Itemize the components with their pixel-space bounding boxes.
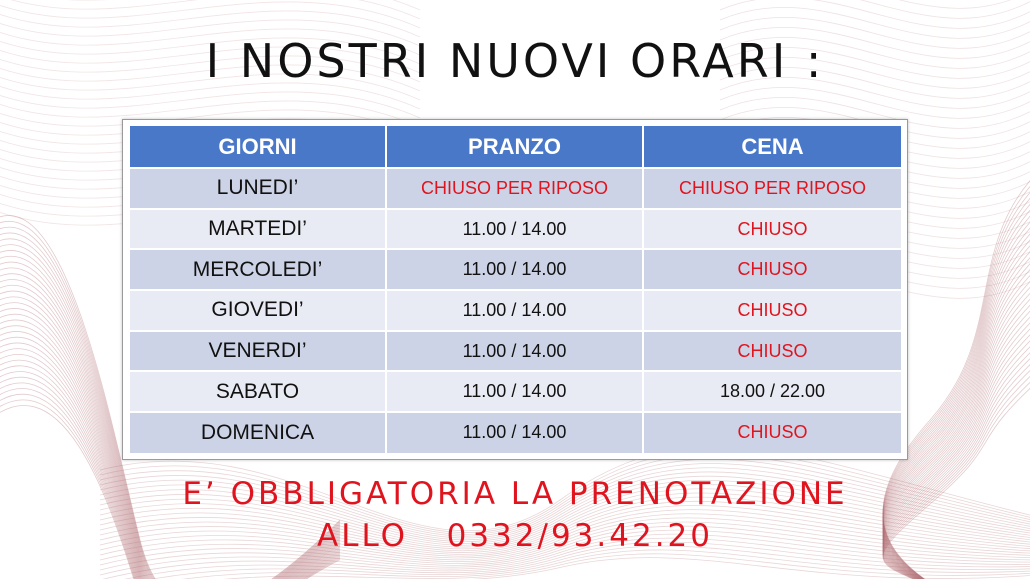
day-cell: MERCOLEDI’ — [130, 249, 386, 290]
pranzo-cell: 11.00 / 14.00 — [386, 290, 643, 331]
table-row — [130, 331, 901, 372]
schedule-table-frame — [122, 119, 908, 460]
table-row — [130, 290, 901, 331]
table-row — [130, 209, 901, 250]
header-giorni: GIORNI — [130, 126, 386, 168]
day-cell: VENERDI’ — [130, 331, 386, 372]
pranzo-cell: 11.00 / 14.00 — [386, 209, 643, 250]
day-cell: LUNEDI’ — [130, 168, 386, 209]
cena-cell: CHIUSO PER RIPOSO — [643, 168, 901, 209]
day-cell: SABATO — [130, 371, 386, 412]
cena-cell: CHIUSO — [643, 412, 901, 453]
table-row — [130, 168, 901, 209]
table-row — [130, 371, 901, 412]
pranzo-cell: 11.00 / 14.00 — [386, 371, 643, 412]
cena-cell: CHIUSO — [643, 331, 901, 372]
pranzo-cell: 11.00 / 14.00 — [386, 331, 643, 372]
reservation-notice: E’ OBBLIGATORIA LA PRENOTAZIONE — [182, 476, 848, 512]
pranzo-cell: CHIUSO PER RIPOSO — [386, 168, 643, 209]
cena-cell: CHIUSO — [643, 249, 901, 290]
cena-cell: CHIUSO — [643, 290, 901, 331]
table-row — [130, 249, 901, 290]
day-cell: DOMENICA — [130, 412, 386, 453]
schedule-table — [130, 126, 901, 453]
pranzo-cell: 11.00 / 14.00 — [386, 249, 643, 290]
page-title: I NOSTRI NUOVI ORARI : — [205, 34, 825, 88]
pranzo-cell: 11.00 / 14.00 — [386, 412, 643, 453]
phone-number: ALLO 0332/93.42.20 — [317, 518, 713, 554]
cena-cell: 18.00 / 22.00 — [643, 371, 901, 412]
cena-cell: CHIUSO — [643, 209, 901, 250]
table-row — [130, 412, 901, 453]
day-cell: GIOVEDI’ — [130, 290, 386, 331]
header-cena: CENA — [643, 126, 901, 168]
day-cell: MARTEDI’ — [130, 209, 386, 250]
table-header-row — [130, 126, 901, 168]
header-pranzo: PRANZO — [386, 126, 643, 168]
